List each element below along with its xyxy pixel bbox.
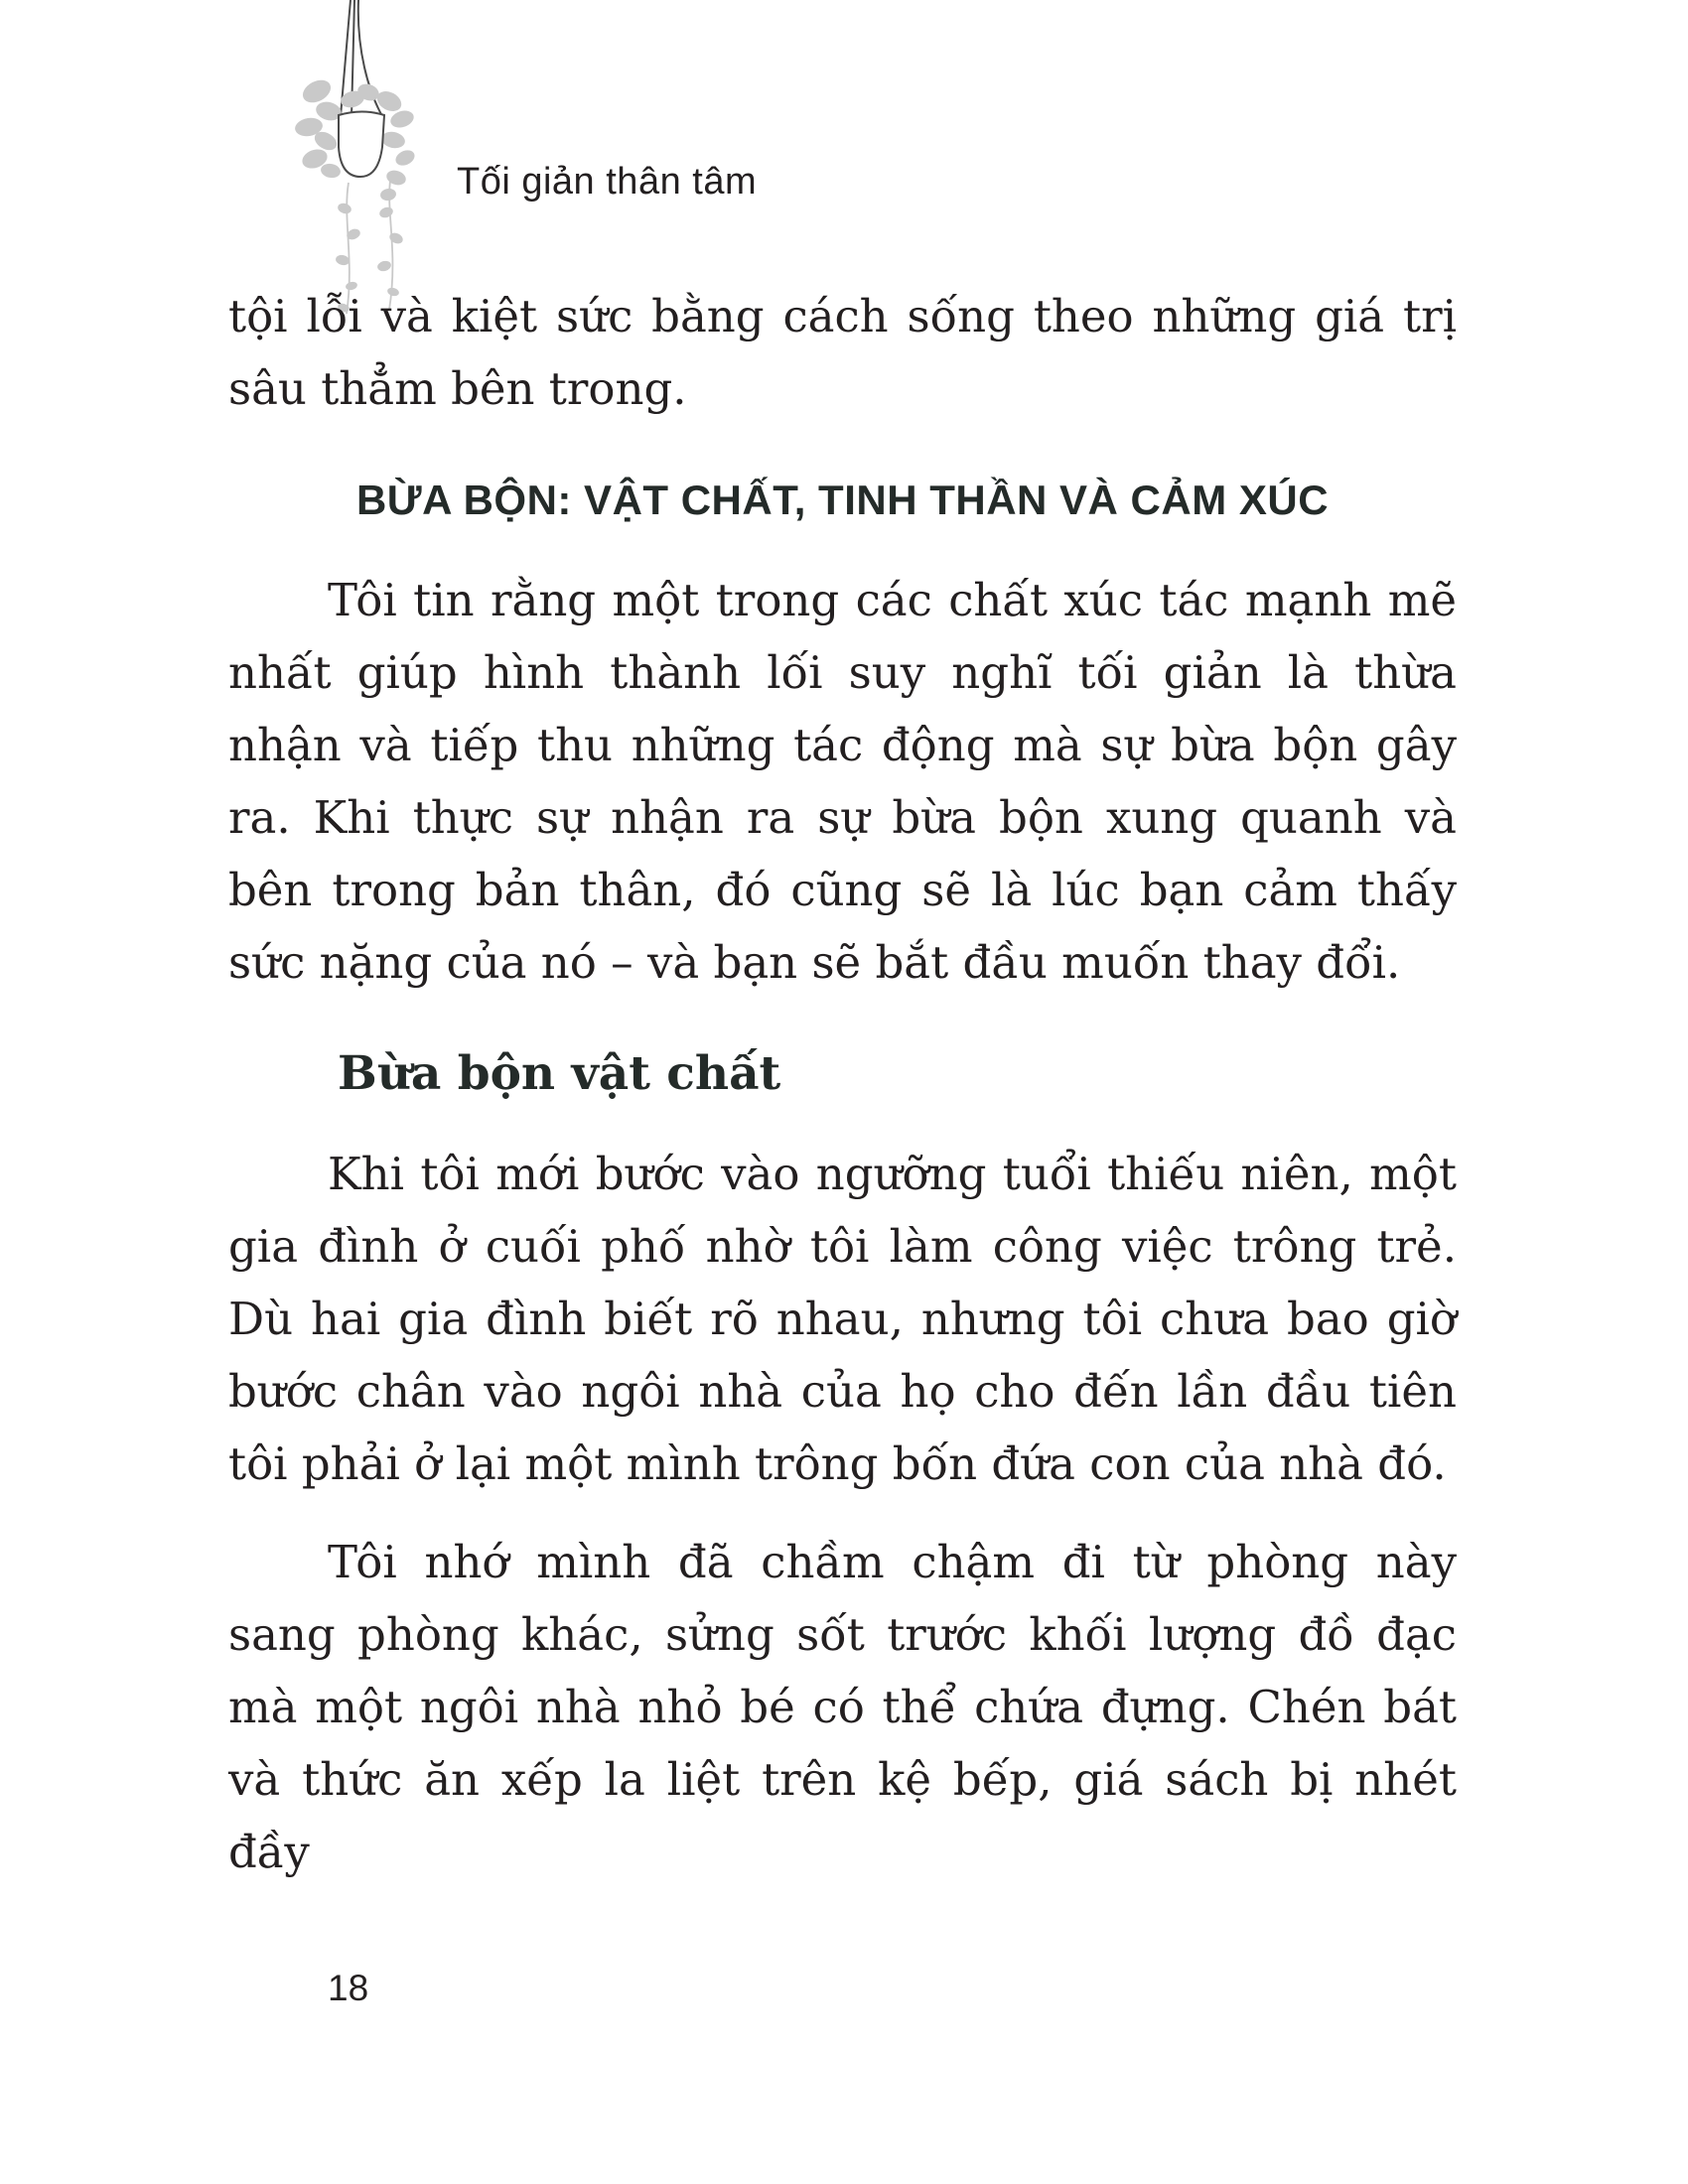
section-heading: BỪA BỘN: VẬT CHẤT, TINH THẦN VÀ CẢM XÚC (355, 477, 1330, 523)
hanging-plant-icon (293, 0, 442, 318)
text-column (228, 280, 1457, 1914)
running-header-title: Tối giản thân tâm (457, 161, 758, 203)
paragraph-story-2: Tôi nhớ mình đã chầm chậm đi từ phòng này sang phòng khác, sửng sốt trước khối lượng đồ đạc mà một ngôi nhà nhỏ bé có thể chứa đựng. Chén bát và thức ăn xếp la liệt trên kệ bếp, giá sách bị nhét đầy (228, 1536, 1457, 1878)
paragraph-continuation: tội lỗi và kiệt sức bằng cách sống theo những giá trị sâu thẳm bên trong. (228, 290, 1457, 415)
subsection-heading: Bừa bộn vật chất (338, 1046, 781, 1101)
page-number: 18 (328, 1968, 369, 2008)
paragraph-story-1: Khi tôi mới bước vào ngưỡng tuổi thiếu niên, một gia đình ở cuối phố nhờ tôi làm công việc trông trẻ. Dù hai gia đình biết rõ nhau, nhưng tôi chưa bao giờ bước chân vào ngôi nhà của họ cho đến lần đầu tiên tôi phải ở lại một mình trông bốn đứa con của nhà đó. (228, 1148, 1457, 1490)
paragraph-intro: Tôi tin rằng một trong các chất xúc tác mạnh mẽ nhất giúp hình thành lối suy nghĩ tối giản là thừa nhận và tiếp thu những tác động mà sự bừa bộn gây ra. Khi thực sự nhận ra sự bừa bộn xung quanh và bên trong bản thân, đó cũng sẽ là lúc bạn cảm thấy sức nặng của nó – và bạn sẽ bắt đầu muốn thay đổi. (228, 574, 1457, 989)
